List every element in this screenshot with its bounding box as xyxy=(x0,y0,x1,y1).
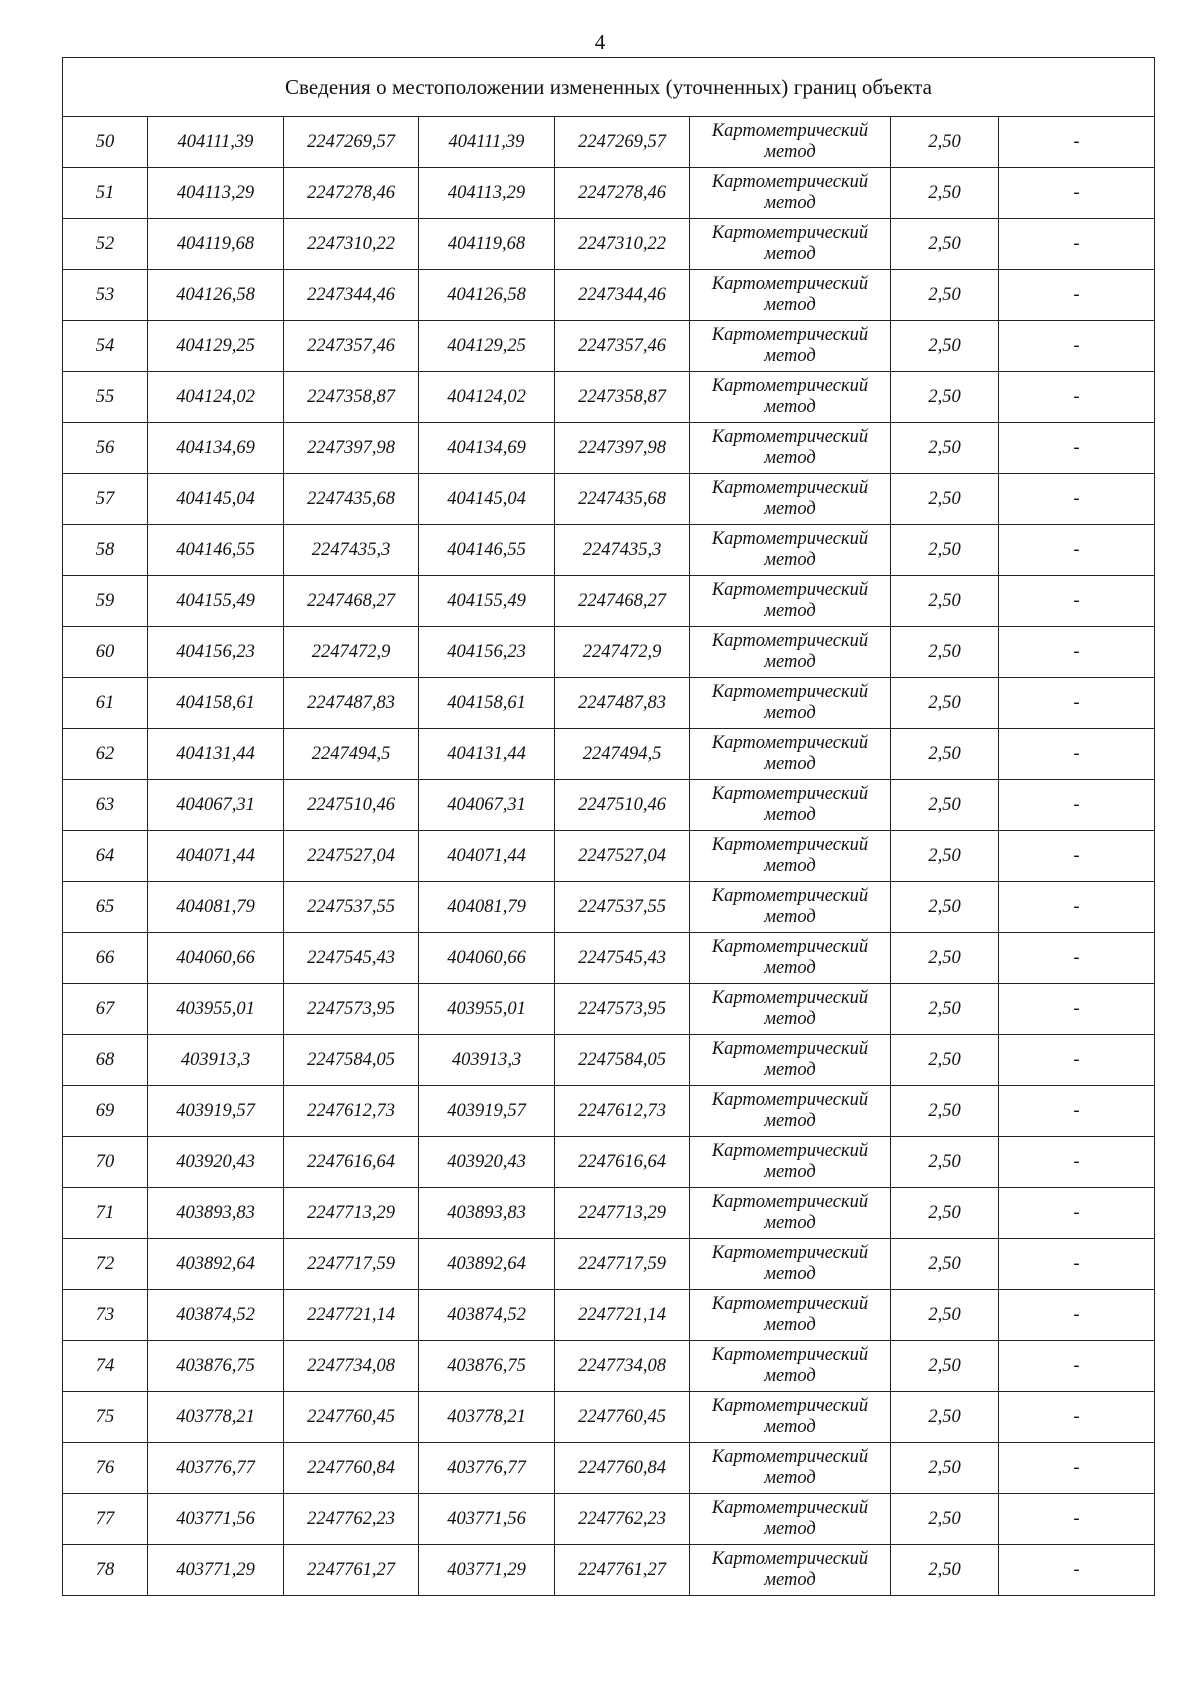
point-number-cell: 60 xyxy=(63,627,148,678)
description-cell: - xyxy=(999,933,1155,984)
accuracy-cell: 2,50 xyxy=(891,831,999,882)
point-number-cell: 56 xyxy=(63,423,148,474)
y-existing-cell: 2247435,68 xyxy=(284,474,419,525)
table-row xyxy=(63,729,1155,780)
y-new-cell: 2247584,05 xyxy=(555,1035,690,1086)
point-number-cell: 54 xyxy=(63,321,148,372)
table-row xyxy=(63,117,1155,168)
y-existing-cell: 2247527,04 xyxy=(284,831,419,882)
table-row xyxy=(63,1137,1155,1188)
y-existing-cell: 2247510,46 xyxy=(284,780,419,831)
point-number-cell: 70 xyxy=(63,1137,148,1188)
method-cell: Картометрический метод xyxy=(690,525,891,576)
accuracy-cell: 2,50 xyxy=(891,372,999,423)
table-row xyxy=(63,1239,1155,1290)
y-new-cell: 2247310,22 xyxy=(555,219,690,270)
x-existing-cell: 404134,69 xyxy=(148,423,284,474)
point-number-cell: 69 xyxy=(63,1086,148,1137)
y-existing-cell: 2247397,98 xyxy=(284,423,419,474)
y-new-cell: 2247344,46 xyxy=(555,270,690,321)
description-cell: - xyxy=(999,1392,1155,1443)
y-existing-cell: 2247468,27 xyxy=(284,576,419,627)
y-new-cell: 2247472,9 xyxy=(555,627,690,678)
method-cell: Картометрический метод xyxy=(690,474,891,525)
y-new-cell: 2247358,87 xyxy=(555,372,690,423)
description-cell: - xyxy=(999,168,1155,219)
accuracy-cell: 2,50 xyxy=(891,984,999,1035)
point-number-cell: 66 xyxy=(63,933,148,984)
x-new-cell: 404126,58 xyxy=(419,270,555,321)
x-existing-cell: 404124,02 xyxy=(148,372,284,423)
point-number-cell: 73 xyxy=(63,1290,148,1341)
accuracy-cell: 2,50 xyxy=(891,1239,999,1290)
point-number-cell: 64 xyxy=(63,831,148,882)
table-row xyxy=(63,576,1155,627)
accuracy-cell: 2,50 xyxy=(891,1545,999,1596)
x-new-cell: 403893,83 xyxy=(419,1188,555,1239)
y-existing-cell: 2247760,45 xyxy=(284,1392,419,1443)
table-row xyxy=(63,1545,1155,1596)
method-cell: Картометрический метод xyxy=(690,627,891,678)
point-number-cell: 55 xyxy=(63,372,148,423)
accuracy-cell: 2,50 xyxy=(891,1035,999,1086)
description-cell: - xyxy=(999,372,1155,423)
y-new-cell: 2247537,55 xyxy=(555,882,690,933)
description-cell: - xyxy=(999,117,1155,168)
y-new-cell: 2247762,23 xyxy=(555,1494,690,1545)
point-number-cell: 51 xyxy=(63,168,148,219)
accuracy-cell: 2,50 xyxy=(891,219,999,270)
x-existing-cell: 403771,56 xyxy=(148,1494,284,1545)
y-existing-cell: 2247537,55 xyxy=(284,882,419,933)
table-row xyxy=(63,1392,1155,1443)
y-existing-cell: 2247734,08 xyxy=(284,1341,419,1392)
point-number-cell: 52 xyxy=(63,219,148,270)
description-cell: - xyxy=(999,1137,1155,1188)
point-number-cell: 72 xyxy=(63,1239,148,1290)
table-title: Сведения о местоположении измененных (уточненных) границ объекта xyxy=(63,58,1155,117)
point-number-cell: 77 xyxy=(63,1494,148,1545)
table-row xyxy=(63,219,1155,270)
point-number-cell: 78 xyxy=(63,1545,148,1596)
x-existing-cell: 404145,04 xyxy=(148,474,284,525)
method-cell: Картометрический метод xyxy=(690,1188,891,1239)
boundary-coordinates-table xyxy=(62,57,1155,1596)
point-number-cell: 76 xyxy=(63,1443,148,1494)
method-cell: Картометрический метод xyxy=(690,1137,891,1188)
table-row xyxy=(63,1290,1155,1341)
accuracy-cell: 2,50 xyxy=(891,117,999,168)
description-cell: - xyxy=(999,423,1155,474)
accuracy-cell: 2,50 xyxy=(891,678,999,729)
x-existing-cell: 404158,61 xyxy=(148,678,284,729)
method-cell: Картометрический метод xyxy=(690,1443,891,1494)
accuracy-cell: 2,50 xyxy=(891,270,999,321)
method-cell: Картометрический метод xyxy=(690,1239,891,1290)
description-cell: - xyxy=(999,270,1155,321)
y-new-cell: 2247734,08 xyxy=(555,1341,690,1392)
y-new-cell: 2247573,95 xyxy=(555,984,690,1035)
x-existing-cell: 404146,55 xyxy=(148,525,284,576)
x-existing-cell: 404111,39 xyxy=(148,117,284,168)
method-cell: Картометрический метод xyxy=(690,1035,891,1086)
x-new-cell: 404146,55 xyxy=(419,525,555,576)
y-new-cell: 2247278,46 xyxy=(555,168,690,219)
x-new-cell: 404145,04 xyxy=(419,474,555,525)
accuracy-cell: 2,50 xyxy=(891,1290,999,1341)
y-existing-cell: 2247573,95 xyxy=(284,984,419,1035)
accuracy-cell: 2,50 xyxy=(891,729,999,780)
y-new-cell: 2247510,46 xyxy=(555,780,690,831)
point-number-cell: 75 xyxy=(63,1392,148,1443)
x-new-cell: 404060,66 xyxy=(419,933,555,984)
method-cell: Картометрический метод xyxy=(690,729,891,780)
description-cell: - xyxy=(999,1086,1155,1137)
x-existing-cell: 403955,01 xyxy=(148,984,284,1035)
x-existing-cell: 403778,21 xyxy=(148,1392,284,1443)
x-existing-cell: 403892,64 xyxy=(148,1239,284,1290)
x-new-cell: 403913,3 xyxy=(419,1035,555,1086)
method-cell: Картометрический метод xyxy=(690,780,891,831)
page-number: 4 xyxy=(594,30,606,54)
description-cell: - xyxy=(999,984,1155,1035)
method-cell: Картометрический метод xyxy=(690,1341,891,1392)
accuracy-cell: 2,50 xyxy=(891,1392,999,1443)
method-cell: Картометрический метод xyxy=(690,270,891,321)
y-new-cell: 2247527,04 xyxy=(555,831,690,882)
method-cell: Картометрический метод xyxy=(690,423,891,474)
y-new-cell: 2247713,29 xyxy=(555,1188,690,1239)
y-existing-cell: 2247760,84 xyxy=(284,1443,419,1494)
x-existing-cell: 403913,3 xyxy=(148,1035,284,1086)
description-cell: - xyxy=(999,627,1155,678)
description-cell: - xyxy=(999,780,1155,831)
table-row xyxy=(63,1494,1155,1545)
point-number-cell: 71 xyxy=(63,1188,148,1239)
x-new-cell: 403920,43 xyxy=(419,1137,555,1188)
y-existing-cell: 2247761,27 xyxy=(284,1545,419,1596)
description-cell: - xyxy=(999,321,1155,372)
x-existing-cell: 404113,29 xyxy=(148,168,284,219)
y-new-cell: 2247616,64 xyxy=(555,1137,690,1188)
description-cell: - xyxy=(999,1239,1155,1290)
y-existing-cell: 2247721,14 xyxy=(284,1290,419,1341)
method-cell: Картометрический метод xyxy=(690,117,891,168)
table-row xyxy=(63,627,1155,678)
x-existing-cell: 404156,23 xyxy=(148,627,284,678)
y-new-cell: 2247397,98 xyxy=(555,423,690,474)
description-cell: - xyxy=(999,1341,1155,1392)
description-cell: - xyxy=(999,1443,1155,1494)
y-existing-cell: 2247616,64 xyxy=(284,1137,419,1188)
description-cell: - xyxy=(999,882,1155,933)
y-existing-cell: 2247713,29 xyxy=(284,1188,419,1239)
y-new-cell: 2247435,3 xyxy=(555,525,690,576)
accuracy-cell: 2,50 xyxy=(891,1341,999,1392)
table-row xyxy=(63,474,1155,525)
y-new-cell: 2247760,45 xyxy=(555,1392,690,1443)
description-cell: - xyxy=(999,576,1155,627)
method-cell: Картометрический метод xyxy=(690,1494,891,1545)
x-new-cell: 404111,39 xyxy=(419,117,555,168)
y-existing-cell: 2247358,87 xyxy=(284,372,419,423)
method-cell: Картометрический метод xyxy=(690,219,891,270)
accuracy-cell: 2,50 xyxy=(891,168,999,219)
x-existing-cell: 403920,43 xyxy=(148,1137,284,1188)
y-existing-cell: 2247584,05 xyxy=(284,1035,419,1086)
accuracy-cell: 2,50 xyxy=(891,423,999,474)
description-cell: - xyxy=(999,525,1155,576)
method-cell: Картометрический метод xyxy=(690,1545,891,1596)
x-new-cell: 404124,02 xyxy=(419,372,555,423)
accuracy-cell: 2,50 xyxy=(891,882,999,933)
point-number-cell: 50 xyxy=(63,117,148,168)
x-new-cell: 404155,49 xyxy=(419,576,555,627)
method-cell: Картометрический метод xyxy=(690,933,891,984)
point-number-cell: 63 xyxy=(63,780,148,831)
y-existing-cell: 2247472,9 xyxy=(284,627,419,678)
x-new-cell: 404113,29 xyxy=(419,168,555,219)
table-row xyxy=(63,933,1155,984)
method-cell: Картометрический метод xyxy=(690,1290,891,1341)
table-row xyxy=(63,372,1155,423)
point-number-cell: 58 xyxy=(63,525,148,576)
point-number-cell: 65 xyxy=(63,882,148,933)
x-new-cell: 403874,52 xyxy=(419,1290,555,1341)
table-row xyxy=(63,1341,1155,1392)
x-new-cell: 404129,25 xyxy=(419,321,555,372)
x-new-cell: 404067,31 xyxy=(419,780,555,831)
description-cell: - xyxy=(999,1290,1155,1341)
x-existing-cell: 404126,58 xyxy=(148,270,284,321)
point-number-cell: 67 xyxy=(63,984,148,1035)
method-cell: Картометрический метод xyxy=(690,831,891,882)
x-new-cell: 404131,44 xyxy=(419,729,555,780)
table-row xyxy=(63,1086,1155,1137)
point-number-cell: 57 xyxy=(63,474,148,525)
y-new-cell: 2247761,27 xyxy=(555,1545,690,1596)
x-existing-cell: 403776,77 xyxy=(148,1443,284,1494)
table-row xyxy=(63,1035,1155,1086)
y-existing-cell: 2247612,73 xyxy=(284,1086,419,1137)
accuracy-cell: 2,50 xyxy=(891,576,999,627)
accuracy-cell: 2,50 xyxy=(891,1188,999,1239)
table-row xyxy=(63,270,1155,321)
y-new-cell: 2247468,27 xyxy=(555,576,690,627)
accuracy-cell: 2,50 xyxy=(891,780,999,831)
y-existing-cell: 2247487,83 xyxy=(284,678,419,729)
x-new-cell: 403955,01 xyxy=(419,984,555,1035)
method-cell: Картометрический метод xyxy=(690,168,891,219)
y-existing-cell: 2247357,46 xyxy=(284,321,419,372)
accuracy-cell: 2,50 xyxy=(891,1086,999,1137)
accuracy-cell: 2,50 xyxy=(891,1443,999,1494)
table-row xyxy=(63,984,1155,1035)
x-new-cell: 403771,29 xyxy=(419,1545,555,1596)
x-existing-cell: 403876,75 xyxy=(148,1341,284,1392)
y-new-cell: 2247435,68 xyxy=(555,474,690,525)
y-new-cell: 2247721,14 xyxy=(555,1290,690,1341)
point-number-cell: 68 xyxy=(63,1035,148,1086)
y-new-cell: 2247269,57 xyxy=(555,117,690,168)
y-new-cell: 2247545,43 xyxy=(555,933,690,984)
x-new-cell: 404158,61 xyxy=(419,678,555,729)
method-cell: Картометрический метод xyxy=(690,1392,891,1443)
table-row xyxy=(63,1188,1155,1239)
method-cell: Картометрический метод xyxy=(690,678,891,729)
description-cell: - xyxy=(999,1188,1155,1239)
y-existing-cell: 2247344,46 xyxy=(284,270,419,321)
x-existing-cell: 404060,66 xyxy=(148,933,284,984)
x-new-cell: 403876,75 xyxy=(419,1341,555,1392)
table-row xyxy=(63,678,1155,729)
y-new-cell: 2247357,46 xyxy=(555,321,690,372)
x-new-cell: 403919,57 xyxy=(419,1086,555,1137)
description-cell: - xyxy=(999,1035,1155,1086)
y-new-cell: 2247717,59 xyxy=(555,1239,690,1290)
point-number-cell: 59 xyxy=(63,576,148,627)
table-row xyxy=(63,525,1155,576)
table-row xyxy=(63,831,1155,882)
description-cell: - xyxy=(999,219,1155,270)
x-existing-cell: 403874,52 xyxy=(148,1290,284,1341)
description-cell: - xyxy=(999,729,1155,780)
x-existing-cell: 404067,31 xyxy=(148,780,284,831)
method-cell: Картометрический метод xyxy=(690,576,891,627)
y-new-cell: 2247612,73 xyxy=(555,1086,690,1137)
table-row xyxy=(63,321,1155,372)
accuracy-cell: 2,50 xyxy=(891,1494,999,1545)
table-row xyxy=(63,1443,1155,1494)
x-existing-cell: 404071,44 xyxy=(148,831,284,882)
method-cell: Картометрический метод xyxy=(690,321,891,372)
accuracy-cell: 2,50 xyxy=(891,933,999,984)
x-new-cell: 403892,64 xyxy=(419,1239,555,1290)
y-new-cell: 2247760,84 xyxy=(555,1443,690,1494)
accuracy-cell: 2,50 xyxy=(891,525,999,576)
table-row xyxy=(63,882,1155,933)
x-existing-cell: 403771,29 xyxy=(148,1545,284,1596)
x-new-cell: 404119,68 xyxy=(419,219,555,270)
x-existing-cell: 404119,68 xyxy=(148,219,284,270)
x-existing-cell: 404131,44 xyxy=(148,729,284,780)
table-title-row xyxy=(63,58,1155,117)
description-cell: - xyxy=(999,474,1155,525)
description-cell: - xyxy=(999,831,1155,882)
accuracy-cell: 2,50 xyxy=(891,627,999,678)
table-row xyxy=(63,780,1155,831)
x-existing-cell: 403919,57 xyxy=(148,1086,284,1137)
x-new-cell: 403776,77 xyxy=(419,1443,555,1494)
description-cell: - xyxy=(999,1545,1155,1596)
x-existing-cell: 404081,79 xyxy=(148,882,284,933)
method-cell: Картометрический метод xyxy=(690,882,891,933)
table-row xyxy=(63,168,1155,219)
y-existing-cell: 2247310,22 xyxy=(284,219,419,270)
x-existing-cell: 404155,49 xyxy=(148,576,284,627)
y-existing-cell: 2247494,5 xyxy=(284,729,419,780)
x-new-cell: 404156,23 xyxy=(419,627,555,678)
point-number-cell: 53 xyxy=(63,270,148,321)
x-existing-cell: 403893,83 xyxy=(148,1188,284,1239)
description-cell: - xyxy=(999,678,1155,729)
x-new-cell: 404071,44 xyxy=(419,831,555,882)
y-new-cell: 2247494,5 xyxy=(555,729,690,780)
x-new-cell: 403778,21 xyxy=(419,1392,555,1443)
point-number-cell: 74 xyxy=(63,1341,148,1392)
x-new-cell: 404134,69 xyxy=(419,423,555,474)
accuracy-cell: 2,50 xyxy=(891,321,999,372)
x-new-cell: 404081,79 xyxy=(419,882,555,933)
method-cell: Картометрический метод xyxy=(690,372,891,423)
description-cell: - xyxy=(999,1494,1155,1545)
table-body xyxy=(63,117,1155,1596)
accuracy-cell: 2,50 xyxy=(891,1137,999,1188)
y-new-cell: 2247487,83 xyxy=(555,678,690,729)
x-existing-cell: 404129,25 xyxy=(148,321,284,372)
y-existing-cell: 2247545,43 xyxy=(284,933,419,984)
y-existing-cell: 2247762,23 xyxy=(284,1494,419,1545)
method-cell: Картометрический метод xyxy=(690,984,891,1035)
accuracy-cell: 2,50 xyxy=(891,474,999,525)
y-existing-cell: 2247278,46 xyxy=(284,168,419,219)
table-row xyxy=(63,423,1155,474)
y-existing-cell: 2247717,59 xyxy=(284,1239,419,1290)
y-existing-cell: 2247269,57 xyxy=(284,117,419,168)
x-new-cell: 403771,56 xyxy=(419,1494,555,1545)
point-number-cell: 61 xyxy=(63,678,148,729)
point-number-cell: 62 xyxy=(63,729,148,780)
y-existing-cell: 2247435,3 xyxy=(284,525,419,576)
method-cell: Картометрический метод xyxy=(690,1086,891,1137)
